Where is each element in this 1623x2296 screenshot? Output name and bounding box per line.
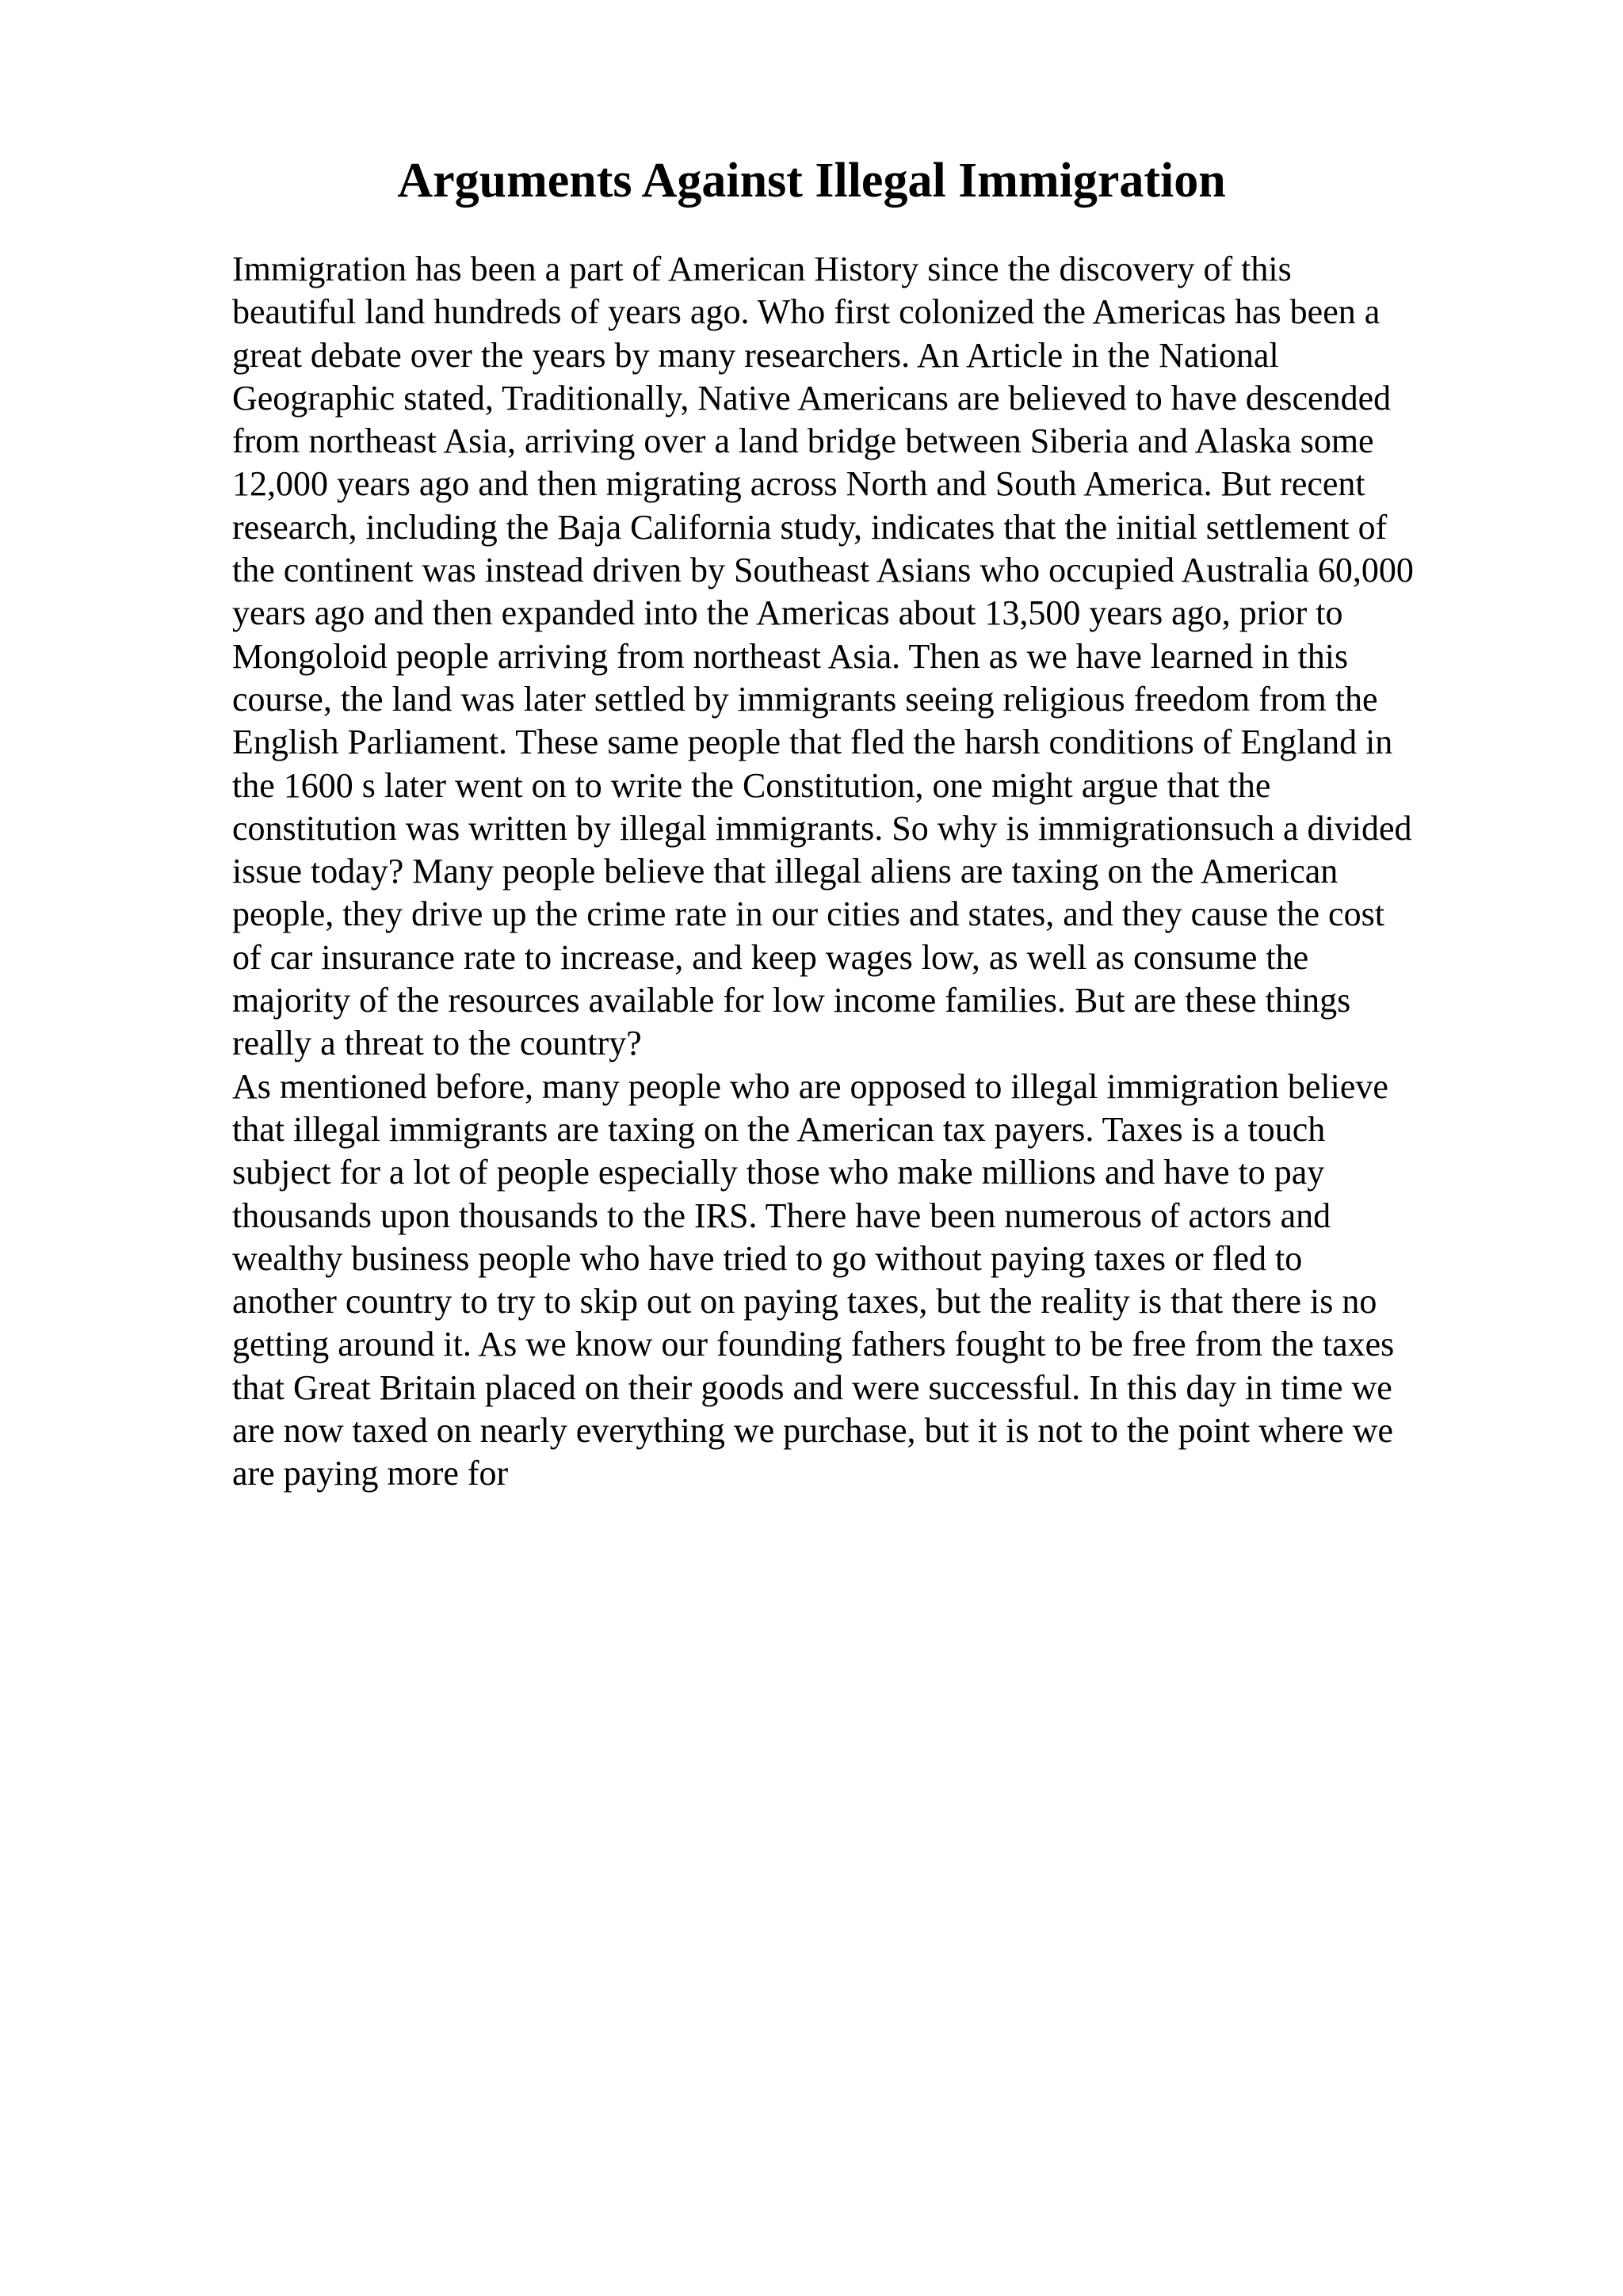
text-line: wealthy business people who have tried to go without paying taxes or fled to	[232, 1238, 1303, 1278]
text-line: research, including the Baja California study, indicates that the initial settlement of	[232, 507, 1388, 547]
text-line: that illegal immigrants are taxing on the American tax payers. Taxes is a touch	[232, 1109, 1326, 1149]
text-line: English Parliament. These same people that fled the harsh conditions of England in	[232, 723, 1393, 762]
document-body	[232, 248, 1516, 1496]
text-line: getting around it. As we know our founding fathers fought to be free from the taxes	[232, 1325, 1395, 1364]
text-line: the 1600 s later went on to write the Constitution, one might argue that the	[232, 765, 1271, 805]
text-line: years ago and then expanded into the Americas about 13,500 years ago, prior to	[232, 593, 1343, 633]
text-line: beautiful land hundreds of years ago. Who first colonized the Americas has been a	[232, 292, 1381, 332]
text-line: people, they drive up the crime rate in our cities and states, and they cause the cost	[232, 894, 1384, 934]
text-line: As mentioned before, many people who are opposed to illegal immigration believe	[232, 1066, 1388, 1106]
text-line: that Great Britain placed on their goods and were successful. In this day in time we	[232, 1367, 1392, 1407]
text-line: subject for a lot of people especially those who make millions and have to pay	[232, 1153, 1325, 1192]
text-line: really a threat to the country?	[232, 1024, 642, 1063]
text-line: constitution was written by illegal immigrants. So why is immigrationsuch a divided	[232, 808, 1412, 848]
text-line: Mongoloid people arriving from northeast Asia. Then as we have learned in this	[232, 636, 1349, 676]
text-line: are paying more for	[232, 1454, 509, 1493]
text-line: majority of the resources available for low income families. But are these things	[232, 981, 1351, 1020]
text-line: Immigration has been a part of American History since the discovery of this	[232, 250, 1292, 288]
text-line: Geographic stated, Traditionally, Native Americans are believed to have descended	[232, 378, 1392, 418]
text-line: another country to try to skip out on paying taxes, but the reality is that there is no	[232, 1282, 1377, 1322]
text-line: the continent was instead driven by Southeast Asians who occupied Australia 60,000	[232, 551, 1414, 590]
text-line: thousands upon thousands to the IRS. There have been numerous of actors and	[232, 1196, 1331, 1235]
text-line: of car insurance rate to increase, and keep wages low, as well as consume the	[232, 937, 1309, 977]
text-line: great debate over the years by many researchers. An Article in the National	[232, 335, 1279, 375]
text-line: issue today? Many people believe that illegal aliens are taxing on the American	[232, 852, 1338, 891]
document-title: Arguments Against Illegal Immigration	[397, 154, 1226, 208]
text-line: 12,000 years ago and then migrating across North and South America. But recent	[232, 464, 1365, 504]
text-line: from northeast Asia, arriving over a land bridge between Siberia and Alaska some	[232, 421, 1374, 461]
text-line: course, the land was later settled by immigrants seeing religious freedom from the	[232, 679, 1378, 719]
text-line: are now taxed on nearly everything we purchase, but it is not to the point where we	[232, 1411, 1393, 1451]
